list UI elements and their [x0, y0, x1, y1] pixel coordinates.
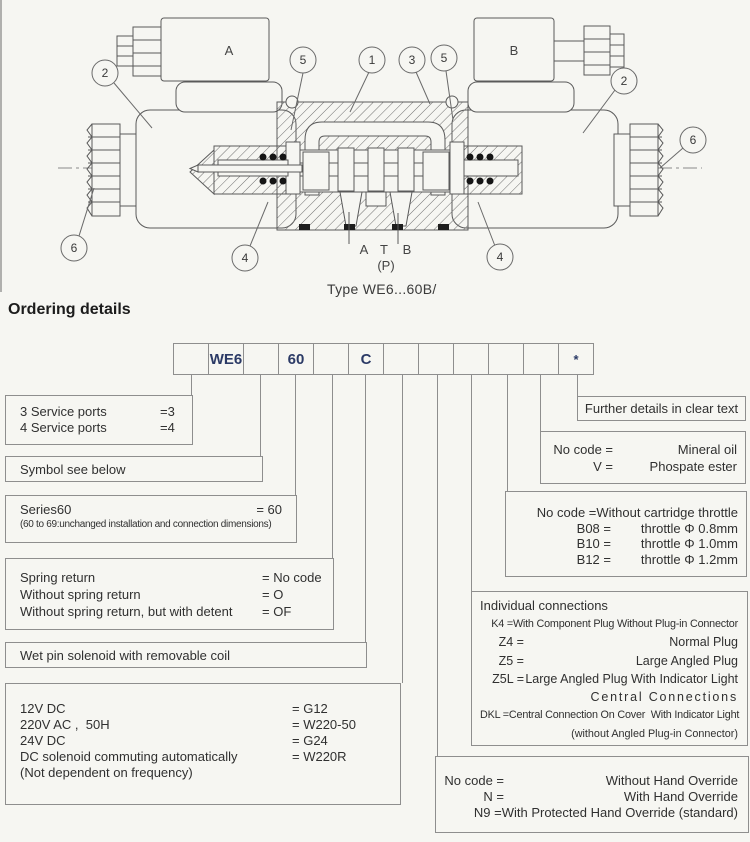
code-cell: WE6: [208, 343, 244, 375]
spec-value: = OF: [262, 604, 292, 619]
section-heading: Ordering details: [8, 301, 131, 318]
spec-desc: With Component Plug Without Plug-in Connector: [512, 618, 738, 630]
spec-row: [514, 536, 738, 552]
spec-value: = G24: [292, 733, 328, 748]
spec-row: [20, 420, 192, 436]
spec-value: = G12: [292, 701, 328, 716]
spec-desc: Without Hand Override: [605, 773, 738, 788]
series-value: = 60: [256, 502, 282, 517]
callout-number: 2: [101, 66, 109, 80]
wet-pin-text: Wet pin solenoid with removable coil: [20, 647, 231, 663]
connector-line: [332, 374, 333, 558]
spec-row: [20, 733, 400, 749]
spec-code: [480, 688, 524, 706]
series-box: [5, 495, 297, 543]
spec-code: [480, 725, 524, 743]
port-label-a: A: [359, 242, 369, 257]
series-row: [20, 502, 296, 517]
spec-label: Without spring return, but with detent: [20, 604, 233, 619]
callout-number: 5: [440, 51, 448, 65]
left-coil-cap: [176, 82, 282, 112]
spec-value: = No code: [262, 570, 322, 585]
spec-label: DC solenoid commuting automatically: [20, 749, 238, 764]
figure-caption: Type WE6...60B/: [327, 281, 437, 297]
code-cell: 60: [278, 343, 314, 375]
spec-label: Without spring return: [20, 587, 141, 602]
spec-row: [549, 441, 737, 458]
spec-desc: Central Connection On Cover With Indicator Light: [508, 709, 740, 722]
connector-line: [540, 374, 541, 431]
spec-row: [480, 670, 738, 688]
left-knurled-nut: [87, 124, 136, 216]
spec-label: 4 Service ports: [20, 420, 107, 435]
spec-label: Spring return: [20, 570, 96, 585]
code-cell: [173, 343, 209, 375]
series-label: Series60: [20, 502, 72, 517]
spec-code: No code =: [536, 505, 597, 520]
spool: [298, 148, 454, 191]
spec-row: [20, 765, 400, 781]
right-armature: [450, 142, 522, 194]
spec-value: =3: [160, 404, 175, 419]
spec-desc: throttle Φ 0.8mm: [640, 520, 738, 536]
code-cell: [418, 343, 454, 375]
callout-number: 6: [70, 241, 78, 255]
callout-number: 4: [496, 250, 504, 264]
spec-row: [444, 805, 738, 821]
individual-connections-box: [471, 591, 748, 746]
voltage-box: [5, 683, 401, 805]
spec-row: [444, 789, 738, 805]
symbol-text: Symbol see below: [20, 461, 126, 477]
right-connector-plug: [474, 18, 624, 81]
spec-code: No code =: [553, 442, 613, 457]
callout-number: 1: [368, 53, 376, 67]
spec-row: [480, 706, 738, 724]
code-cell: [523, 343, 559, 375]
right-coil-cap: [468, 82, 574, 112]
further-details-box: [577, 396, 746, 421]
spec-code: DKL =: [480, 709, 509, 722]
spec-value: =4: [160, 420, 175, 435]
spec-desc: throttle Φ 1.2mm: [640, 551, 738, 567]
spec-row: [20, 603, 333, 620]
spec-row: [480, 725, 738, 743]
spec-row: [514, 552, 738, 568]
spec-row: [20, 749, 400, 765]
connections-title: Individual connections: [480, 598, 608, 613]
fluid-type-box: [540, 431, 746, 484]
spec-row: [514, 521, 738, 537]
code-cell: C: [348, 343, 384, 375]
callout-number: 4: [241, 251, 249, 265]
spec-value: = O: [262, 587, 284, 602]
spec-row: [480, 633, 738, 651]
connector-line: [191, 374, 192, 395]
connections-rows: [480, 615, 738, 743]
spec-desc: Without cartridge throttle: [596, 505, 738, 520]
spec-desc: Normal Plug: [669, 635, 738, 650]
cartridge-throttle-box: [505, 491, 747, 577]
spec-code: K4 =: [491, 618, 513, 630]
spec-code: V =: [593, 459, 613, 474]
spec-label: (Not dependent on frequency): [20, 765, 193, 780]
spec-value: = W220-50: [292, 717, 356, 732]
spec-code: Z5 =: [498, 653, 524, 668]
connector-line: [295, 374, 296, 495]
spec-desc: Mineral oil: [677, 442, 737, 457]
wet-pin-solenoid-box: [5, 642, 367, 668]
spec-code: Z4 =: [498, 635, 524, 650]
spec-desc: With Protected Hand Override (standard): [501, 805, 738, 820]
connector-line: [471, 374, 472, 591]
code-cell: [383, 343, 419, 375]
code-cell-row: [173, 343, 594, 375]
spec-value: = W220R: [292, 749, 347, 764]
spec-label: 220V AC , 50H: [20, 717, 110, 732]
code-cell: [453, 343, 489, 375]
spring-return-box: [5, 558, 334, 630]
spec-code: B08 =: [576, 520, 611, 536]
spec-label: 3 Service ports: [20, 404, 107, 419]
spec-desc: Phospate ester: [649, 459, 737, 474]
spec-row: [480, 615, 738, 633]
spec-code: N9 =: [473, 805, 502, 820]
spec-code: B12 =: [576, 551, 611, 567]
spec-row: [549, 458, 737, 475]
spec-row: [20, 404, 192, 420]
spec-row: [20, 717, 400, 733]
connector-line: [402, 374, 403, 683]
port-label-t: T: [380, 242, 388, 257]
connector-line: [507, 374, 508, 491]
connector-line: [365, 374, 366, 642]
spec-code: Z5L =: [492, 671, 524, 686]
solenoid-a-label: A: [224, 43, 234, 58]
spec-row: [20, 569, 333, 586]
spec-code: B10 =: [576, 536, 611, 551]
spec-desc: Central Connections: [590, 690, 738, 705]
connector-line: [577, 374, 578, 396]
spec-desc: Large Angled Plug: [635, 653, 738, 668]
series-note: (60 to 69:unchanged installation and connection dimensions): [20, 519, 272, 530]
hand-override-box: [435, 756, 749, 833]
connector-line: [437, 374, 438, 756]
solenoid-b-label: B: [509, 43, 519, 58]
code-cell: [313, 343, 349, 375]
spec-code: No code =: [444, 773, 504, 788]
spec-desc: Large Angled Plug With Indicator Light: [525, 671, 738, 686]
spec-row: [480, 688, 738, 706]
callout-number: 2: [620, 74, 628, 88]
spec-row: [20, 701, 400, 717]
spec-row: [480, 652, 738, 670]
callout-number: 5: [299, 53, 307, 67]
port-label-p: (P): [377, 258, 395, 273]
left-connector-plug: [117, 18, 269, 81]
service-ports-box: [5, 395, 193, 445]
spec-code: N =: [483, 789, 504, 804]
spec-row: [20, 586, 333, 603]
valve-cross-section-diagram: [0, 0, 750, 300]
spec-desc: (without Angled Plug-in Connector): [571, 727, 738, 740]
right-knurled-nut: [614, 124, 663, 216]
code-cell: [243, 343, 279, 375]
spec-row: [514, 505, 738, 521]
spec-desc: With Hand Override: [623, 789, 738, 804]
connector-line: [260, 374, 261, 456]
spec-desc: throttle Φ 1.0mm: [640, 536, 738, 551]
code-cell: *: [558, 343, 594, 375]
spec-label: 24V DC: [20, 733, 66, 748]
callout-number: 6: [689, 133, 697, 147]
spec-label: 12V DC: [20, 701, 66, 716]
further-details-text: Further details in clear text: [584, 401, 739, 416]
callout-number: 3: [408, 53, 416, 67]
spec-row: [444, 773, 738, 789]
code-cell: [488, 343, 524, 375]
symbol-box: [5, 456, 263, 482]
port-label-b: B: [402, 242, 412, 257]
